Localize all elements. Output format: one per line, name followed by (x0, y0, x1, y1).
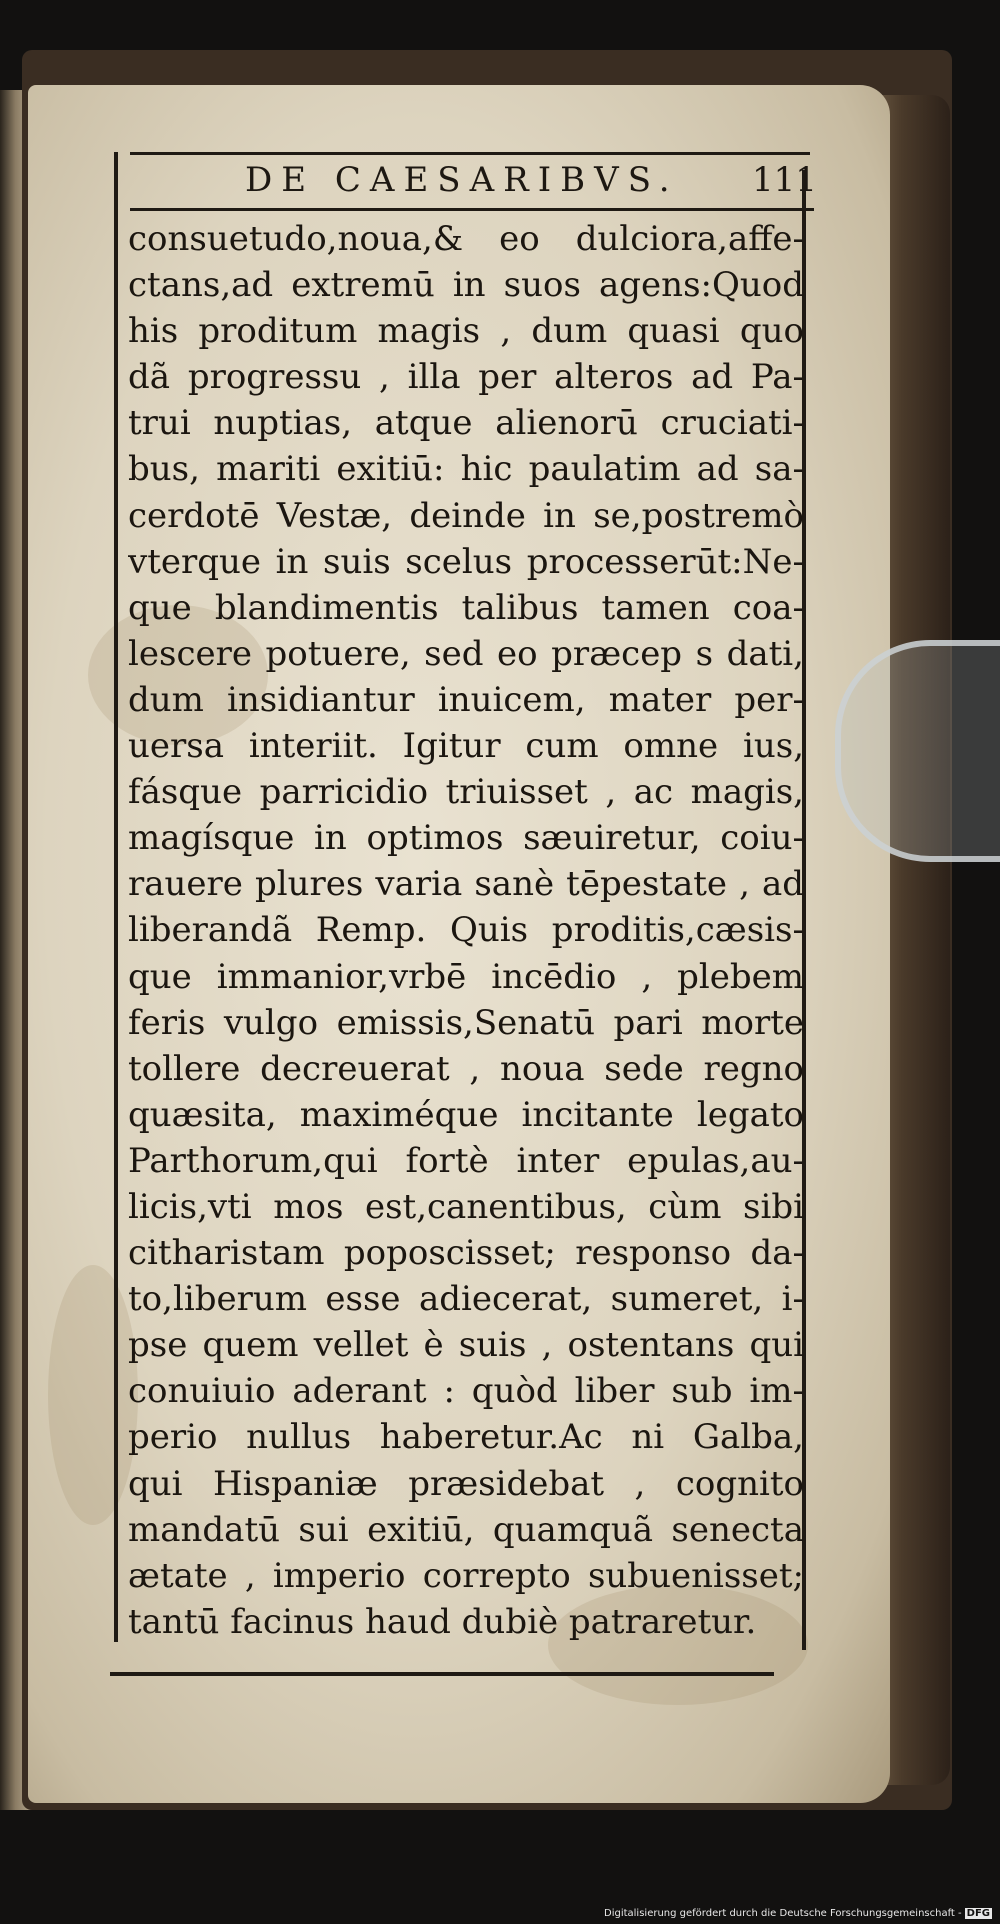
text-line: quæsita, maximéque incitante legato (128, 1094, 804, 1135)
text-line: citharistam poposcisset; responso da- (128, 1233, 804, 1274)
text-line: conuiuio aderant : quòd liber sub im- (128, 1371, 804, 1412)
text-line: magísque in optimos sæuiretur, coiu- (128, 818, 804, 859)
frame-left-rule (114, 152, 118, 1642)
header-rule (130, 208, 814, 211)
text-line: Parthorum,qui fortè inter epulas,au- (128, 1140, 804, 1181)
text-line: perio nullus haberetur.Ac ni Galba, (128, 1417, 804, 1458)
text-line: uersa interiit. Igitur cum omne ius, (128, 726, 804, 767)
text-line: his proditum magis , dum quasi quo (128, 311, 804, 352)
text-line: mandatū sui exitiū, quamquã senecta (128, 1509, 804, 1550)
text-line: liberandã Remp. Quis proditis,cæsis- (128, 910, 804, 951)
text-line: lescere potuere, sed eo præcep s dati, (128, 633, 804, 674)
text-line: tollere decreuerat , noua sede regno (128, 1048, 804, 1089)
text-line: que immanior,vrbē incēdio , plebem (128, 956, 804, 997)
page-number: 111 (752, 160, 817, 200)
text-line: dum insidiantur inuicem, mater per- (128, 679, 804, 720)
frame-top-rule (130, 152, 810, 155)
text-line: dã progressu , illa per alteros ad Pa- (128, 357, 804, 398)
text-line: pse quem vellet è suis , ostentans qui (128, 1325, 804, 1366)
frame-bottom-rule (110, 1672, 774, 1676)
text-line: to,liberum esse adiecerat, sumeret, i- (128, 1279, 804, 1320)
clear-page-tab (835, 640, 1000, 862)
text-line: vterque in suis scelus processerūt:Ne- (128, 541, 804, 582)
text-line: ætate , imperio correpto subuenisset; (128, 1555, 804, 1596)
running-head: DE CAESARIBVS. (245, 160, 679, 200)
text-line: cerdotē Vestæ, deinde in se,postremò (128, 495, 804, 536)
dfg-logo: DFG (966, 1908, 990, 1919)
text-line: bus, mariti exitiū: hic paulatim ad sa- (128, 449, 804, 490)
text-line: tantū facinus haud dubiè patraretur. (128, 1601, 757, 1642)
text-line: rauere plures varia sanè tēpestate , ad (128, 864, 804, 905)
text-line: que blandimentis talibus tamen coa- (128, 587, 804, 628)
text-line: trui nuptias, atque alienorū cruciati- (128, 403, 804, 444)
text-line: qui Hispaniæ præsidebat , cognito (128, 1463, 804, 1504)
credit-text: Digitalisierung gefördert durch die Deutsche Forschungsgemeinschaft - (604, 1908, 962, 1919)
digitization-credit (604, 1908, 992, 1919)
text-line: ctans,ad extremū in suos agens:Quod (128, 265, 804, 306)
text-line: fásque parricidio triuisset , ac magis, (128, 772, 804, 813)
text-line: consuetudo,noua,& eo dulciora,affe- (128, 219, 804, 259)
body-text (128, 216, 804, 1645)
text-line: licis,vti mos est,canentibus, cùm sibi (128, 1186, 804, 1227)
text-line: feris vulgo emissis,Senatū pari morte (128, 1002, 804, 1043)
